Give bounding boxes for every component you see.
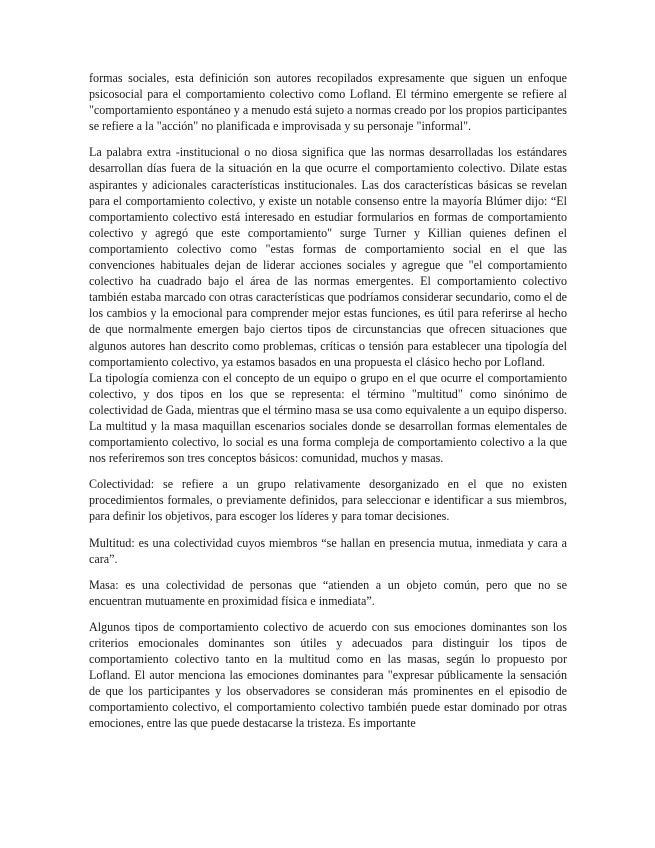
paragraph-3: La tipología comienza con el concepto de un equipo o grupo en el que ocurre el comportamiento colectivo, y dos tipos en los que se representa: el término "multitud" como sinónimo de colectividad de Gada, mientras que el término masa se usa como equivalente a un equipo disperso. La multitud y la masa maquillan escenarios sociales donde se desarrollan formas elementales de comportamiento colectivo, lo social es una forma compleja de comportamiento colectivo a la que nos referiremos son tres conceptos básicos: comunidad, muchos y masas. (89, 370, 567, 466)
paragraph-colectividad: Colectividad: se refiere a un grupo relativamente desorganizado en el que no existen procedimientos formales, o previamente definidos, para seleccionar e identificar a sus miembros, para definir los objetivos, para escoger los líderes y para tomar decisiones. (89, 477, 567, 524)
paragraph-7: Algunos tipos de comportamiento colectivo de acuerdo con sus emociones dominantes son los criterios emocionales dominantes son útiles y adecuados para distinguir los tipos de comportamiento colectivo tanto en la multitud como en las masas, según lo propuesto por Lofland. El autor menciona las emociones dominantes para "expresar públicamente la sensación de que los participantes y los observadores se consideran más prominentes en el episodio de comportamiento colectivo, el comportamiento colectivo también puede estar dominado por otras emociones, entre las que puede destacarse la tristeza. Es importante (89, 619, 567, 731)
paragraph-multitud: Multitud: es una colectividad cuyos miembros “se hallan en presencia mutua, inmediata y cara a cara”. (89, 535, 567, 566)
paragraph-masa: Masa: es una colectividad de personas que “atienden a un objeto común, pero que no se encuentran mutuamente en proximidad física e inmediata”. (89, 577, 567, 608)
paragraph-2: La palabra extra -institucional o no diosa significa que las normas desarrolladas los estándares desarrollan días fuera de la situación en la que ocurre el comportamiento colectivo. Dilate estas aspirantes y adicionales características institucionales. Las dos características básicas se revelan para el comportamiento colectivo, y existe un notable consenso entre la mayoría Blúmer dijo: “El comportamiento colectivo está interesado en estudiar formularios en formas de comportamiento colectivo y agregó que este comportamiento" surge Turner y Killian quienes definen el comportamiento colectivo como "estas formas de comportamiento social en el que las convenciones habituales dejan de liderar acciones sociales y agregue que "el comportamiento colectivo ha cuadrado bajo el área de las normas emergentes. El comportamiento colectivo también estaba marcado con otras características que podríamos considerar secundario, como el de los cambios y la emocional para comprender mejor estas funciones, es útil para referirse al hecho de que normalmente emergen bajo ciertos tipos de circunstancias que ofrecen situaciones que algunos autores han descrito como problemas, críticas o tensión para establecer una tipología del comportamiento colectivo, ya estamos basados en una propuesta el clásico hecho por Lofland. (89, 145, 567, 369)
paragraph-1: formas sociales, esta definición son autores recopilados expresamente que siguen un enfoque psicosocial para el comportamiento colectivo como Lofland. El término emergente se refiere al "comportamiento espontáneo y a menudo está sujeto a normas creado por los propios participantes se refiere a la "acción" no planificada e improvisada y su personaje "informal". (89, 71, 567, 134)
